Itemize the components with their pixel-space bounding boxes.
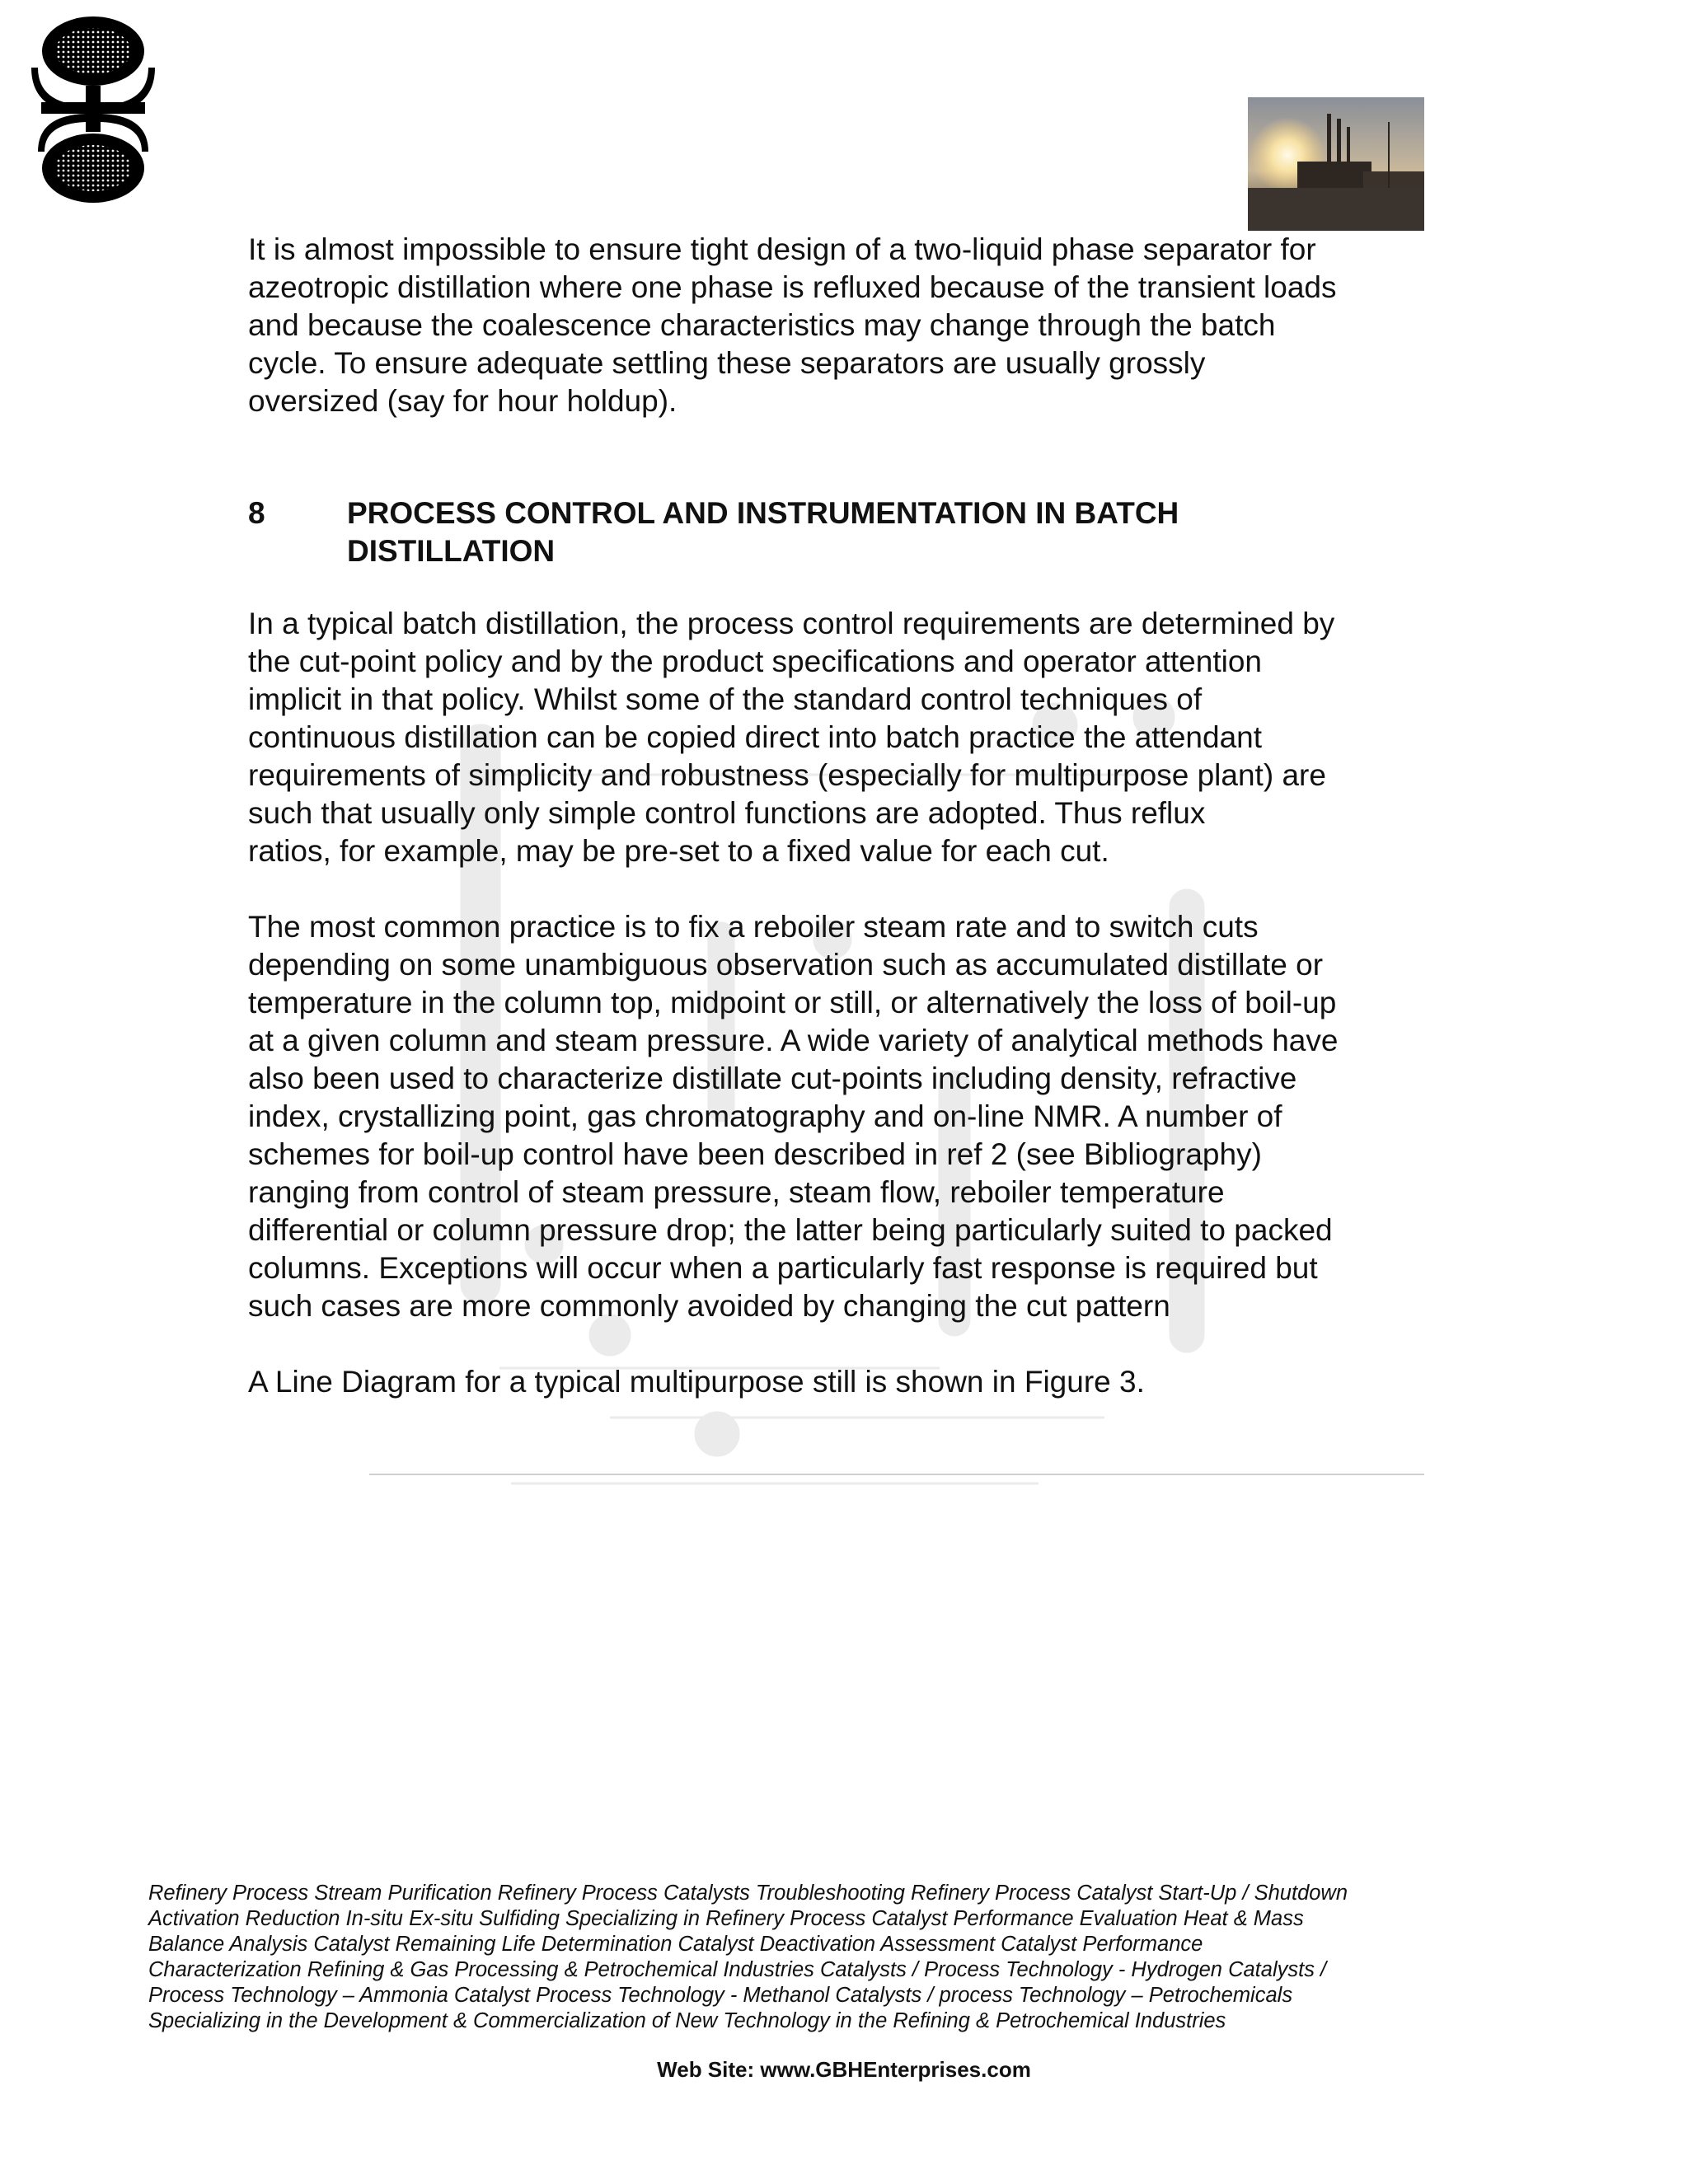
footer-services: Refinery Process Stream Purification Refinery Process Catalysts Troubleshooting Refinery Process Catalyst Start-Up / Shutdown Activation Reduction In-situ Ex-situ Sulfiding Specializing in Refinery Process Catalyst Performance Evaluation Heat & Mass Balance Analysis Catalyst Remaining Life Determination Catalyst Deactivation Assessment Catalyst Performance Characterization Refining & Gas Processing & Petrochemical Industries Catalysts / Process Technology - Hydrogen Catalysts / Process Technology – Ammonia Catalyst Process Technology - Methanol Catalysts / process Technology – Petrochemicals Specializing in the Development & Commercialization of New Technology in the Refining & Petrochemical Industries [148,1882,1348,2032]
section-heading [248,494,1451,570]
divider-line [369,1474,1424,1475]
paragraph-control-requirements: In a typical batch distillation, the process control requirements are determined by the cut-point policy and by the product specifications and operator attention implicit in that policy. Whilst some of the standard control techniques of continuous distillation can be copied direct into batch practice the attendant requirements of simplicity and robustness (especially for multipurpose plant) are such that usually only simple control functions are adopted. Thus reflux ratios, for example, may be pre-set to a fixed value for each cut. [248,607,1335,868]
document-body [248,231,1451,1401]
section-title: PROCESS CONTROL AND INSTRUMENTATION IN BATCH DISTILLATION [347,496,1179,568]
paragraph-common-practice: The most common practice is to fix a reboiler steam rate and to switch cuts depending on some unambiguous observation such as accumulated distillate or temperature in the column top, midpoint or still, or alternatively the loss of boil-up at a given column and steam pressure. A wide variety of analytical methods have also been used to characterize distillate cut-points including density, refractive index, crystallizing point, gas chromatography and on-line NMR. A number of schemes for boil-up control have been described in ref 2 (see Bibliography) ranging from control of steam pressure, steam flow, reboiler temperature differential or column pressure drop; the latter being particularly suited to packed columns. Exceptions will occur when a particularly fast response is required but such cases are more commonly avoided by changing the cut pattern [248,910,1339,1323]
section-number: 8 [248,496,265,530]
gbh-logo-icon [31,15,155,204]
paragraph-line-diagram: A Line Diagram for a typical multipurpose still is shown in Figure 3. [248,1365,1145,1399]
refinery-sunset-photo [1248,97,1424,231]
paragraph-separator-design: It is almost impossible to ensure tight design of a two-liquid phase separator for azeotropic distillation where one phase is refluxed because of the transient loads and because the coalescence characteristics may change through the batch cycle. To ensure adequate settling these separators are usually grossly oversized (say for hour holdup). [248,232,1337,418]
footer-website: Web Site: www.GBHEnterprises.com [657,2057,1031,2082]
